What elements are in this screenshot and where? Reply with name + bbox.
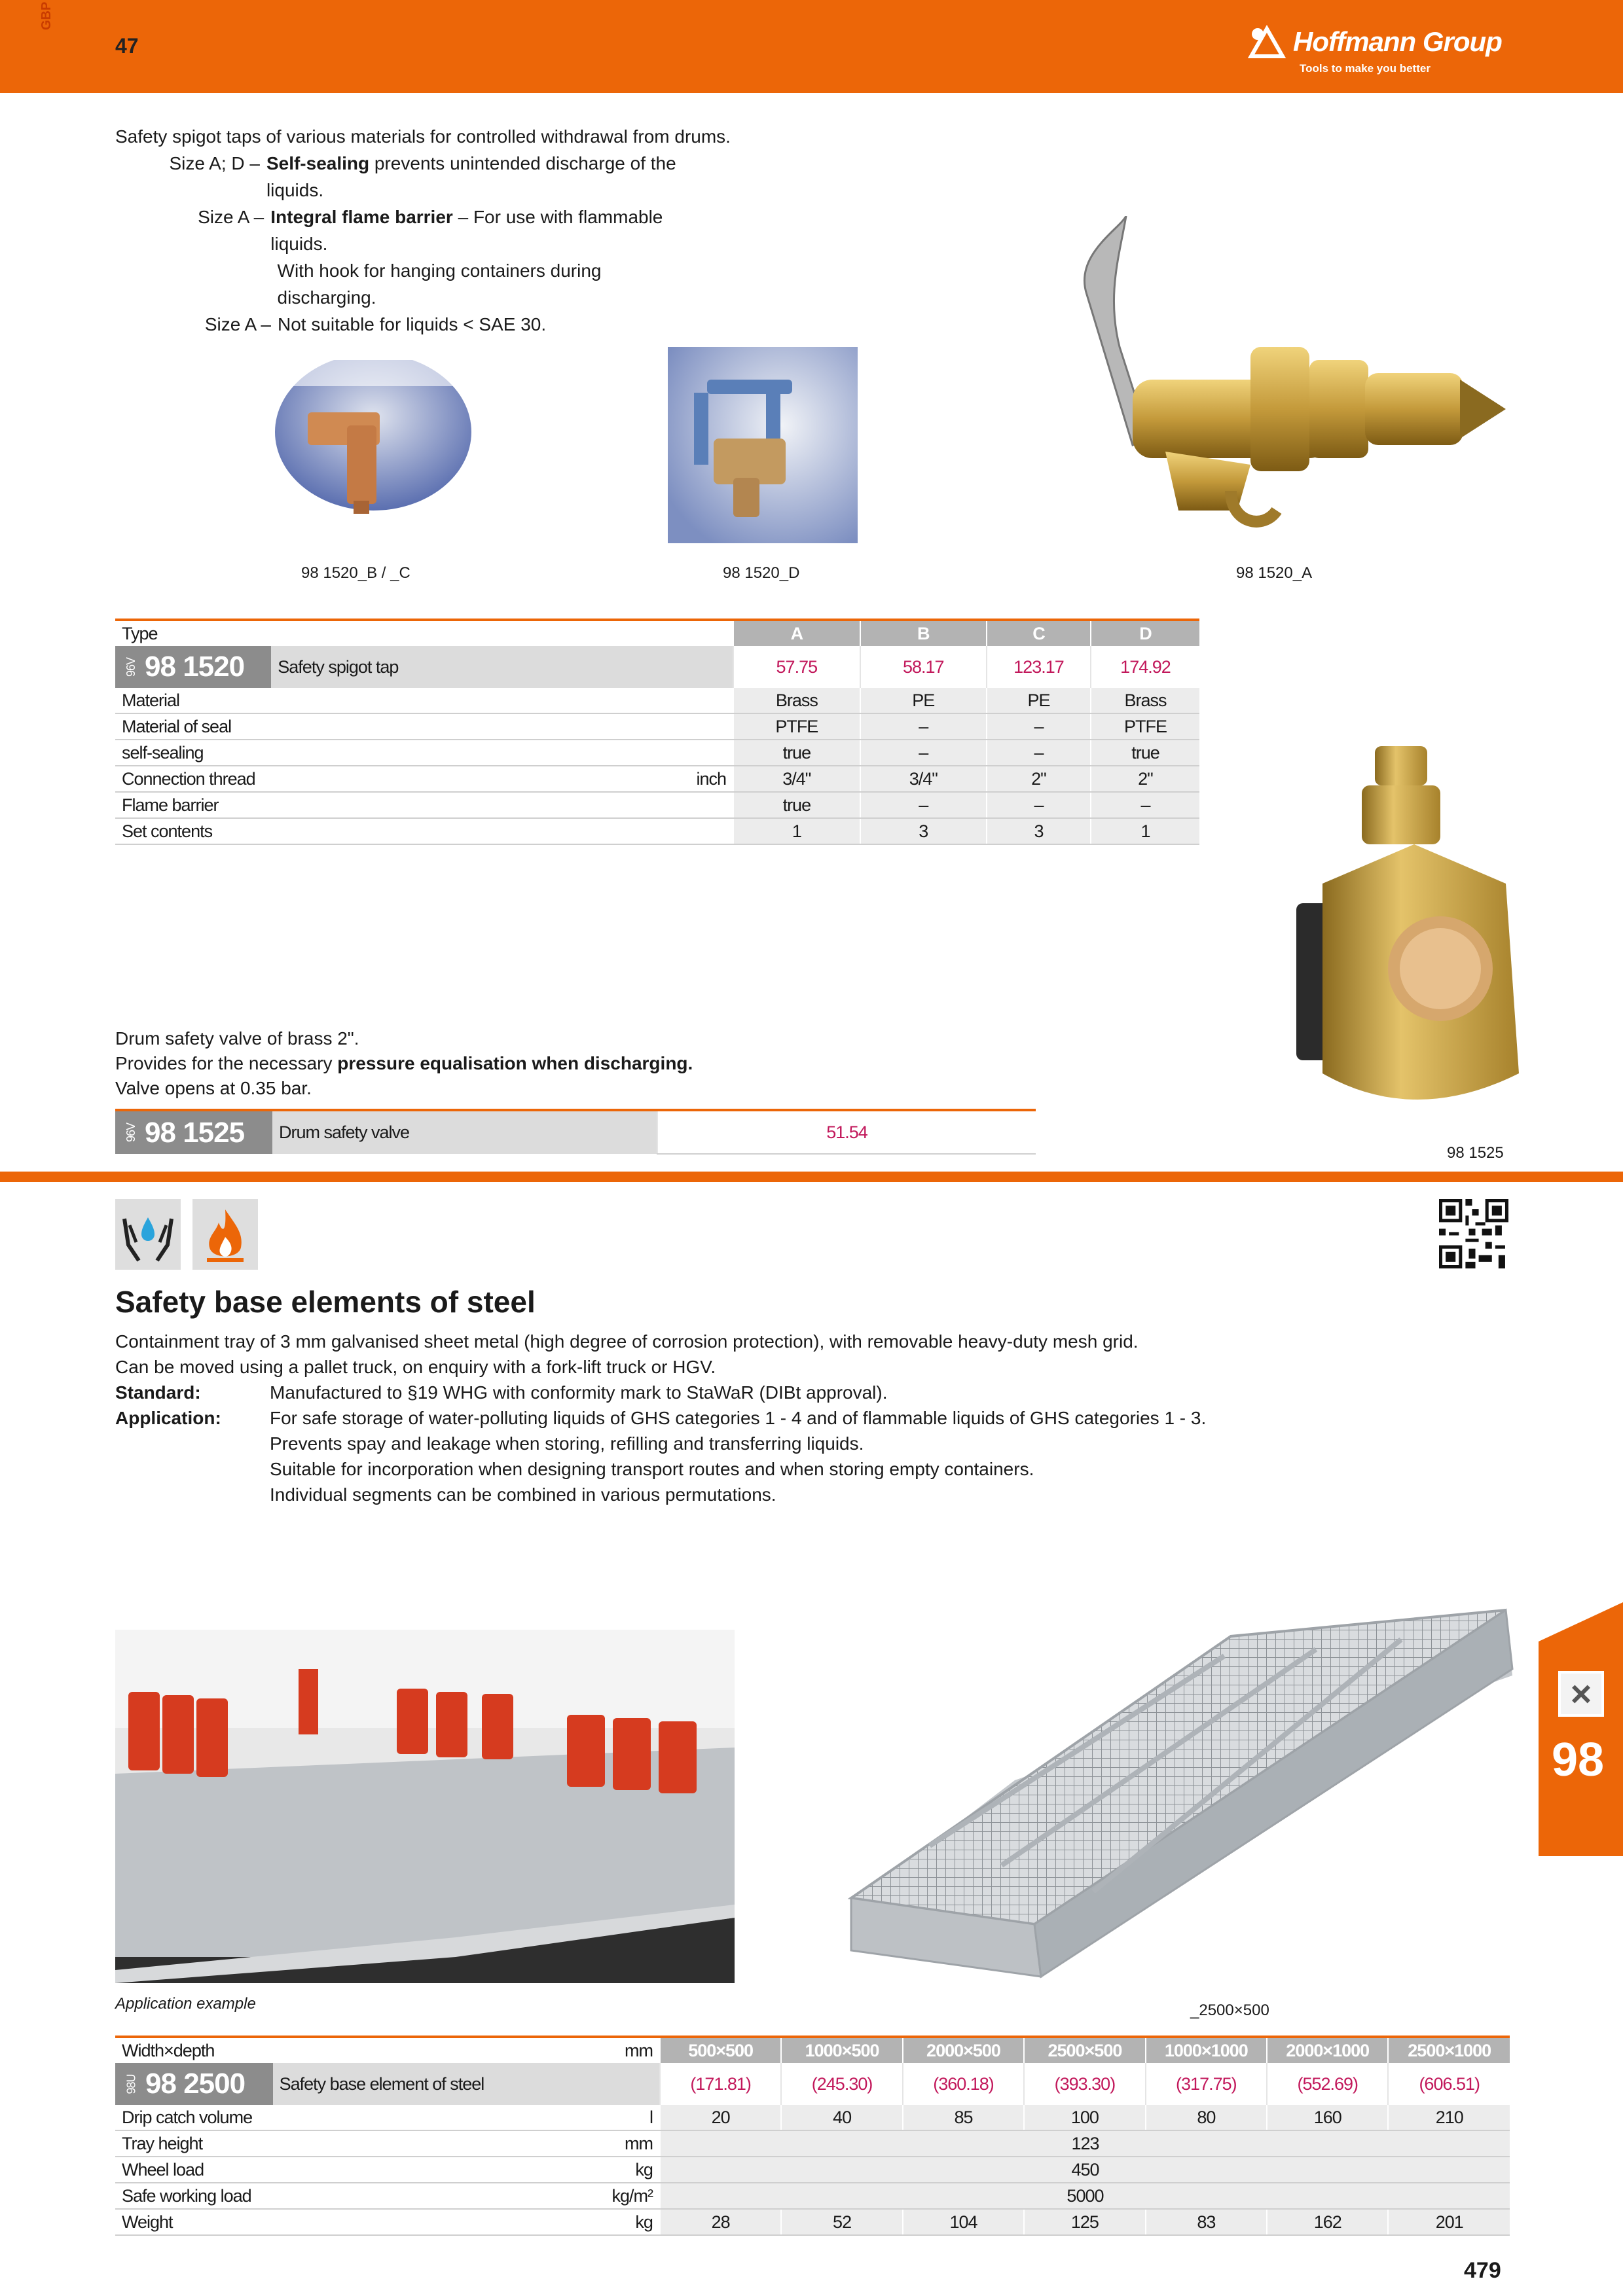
valve-line: Provides for the necessary xyxy=(115,1053,338,1073)
brand-tagline: Tools to make you better xyxy=(1300,62,1431,75)
feature-list xyxy=(115,150,704,338)
table-header-row xyxy=(115,621,1199,646)
article-row xyxy=(115,1111,1036,1154)
row-unit xyxy=(271,713,733,740)
spigot-tap-brass-a-image xyxy=(1034,216,1512,556)
spigot-tap-pe-image xyxy=(255,360,491,543)
table-row xyxy=(115,2183,1510,2209)
article-description: Safety base element of steel xyxy=(273,2063,660,2105)
intro-text xyxy=(115,123,731,150)
row-value: 3/4" xyxy=(860,766,987,792)
row-value: – xyxy=(987,740,1091,766)
application-text: Suitable for incorporation when designing transport routes and when storing empty containers. xyxy=(270,1459,1034,1479)
table-header-row xyxy=(115,2038,1510,2063)
hoffmann-logo-icon xyxy=(1247,25,1286,59)
row-unit: mm xyxy=(273,2130,660,2157)
valve-description xyxy=(115,1026,1032,1101)
flame-hazard-icon xyxy=(192,1199,258,1270)
column-header: C xyxy=(987,621,1091,646)
feature-prefix: Size A – xyxy=(204,314,271,334)
row-value: 1 xyxy=(1091,818,1199,844)
row-value: 2" xyxy=(987,766,1091,792)
row-unit: kg/m² xyxy=(273,2183,660,2209)
article-prefix: 98U xyxy=(124,2073,138,2094)
feature-bold: Integral flame barrier xyxy=(270,207,453,227)
row-value: – xyxy=(860,740,987,766)
brand-name: Hoffmann Group xyxy=(1293,26,1502,57)
table-row xyxy=(115,2157,1510,2183)
row-value: – xyxy=(1091,792,1199,818)
qr-code-icon xyxy=(1439,1199,1508,1268)
section-divider xyxy=(0,1172,1623,1182)
row-value: 80 xyxy=(1146,2105,1267,2130)
row-value: 162 xyxy=(1267,2209,1388,2235)
article-description: Drum safety valve xyxy=(272,1111,657,1154)
row-value: 3/4" xyxy=(733,766,860,792)
page-number: 479 xyxy=(1464,2258,1501,2283)
row-label: Wheel load xyxy=(115,2157,273,2183)
column-header: 2500×500 xyxy=(1024,2038,1145,2063)
row-value: true xyxy=(733,740,860,766)
table-row xyxy=(115,2130,1510,2157)
row-unit xyxy=(271,818,733,844)
row-value: 1 xyxy=(733,818,860,844)
table-row xyxy=(115,792,1199,818)
row-value: 210 xyxy=(1388,2105,1510,2130)
row-value: 201 xyxy=(1388,2209,1510,2235)
row-value: 104 xyxy=(903,2209,1024,2235)
article-row xyxy=(115,646,1199,688)
table-row xyxy=(115,713,1199,740)
column-header: 500×500 xyxy=(660,2038,781,2063)
row-value: – xyxy=(987,792,1091,818)
article-prefix: 96V xyxy=(124,1122,138,1143)
article-number: 98 1520 xyxy=(145,651,245,683)
image-caption: 98 1520_D xyxy=(723,564,800,582)
image-caption: Application example xyxy=(115,1995,256,2013)
price: (360.18) xyxy=(903,2063,1024,2105)
description-line: Containment tray of 3 mm galvanised sheet metal (high degree of corrosion protection), with removable heavy-duty mesh grid. xyxy=(115,1331,1139,1352)
price: 51.54 xyxy=(657,1111,1036,1154)
table-row xyxy=(115,766,1199,792)
row-value: true xyxy=(1091,740,1199,766)
application-example-image xyxy=(115,1630,735,1983)
article-number: 98 2500 xyxy=(145,2068,246,2100)
row-value: Brass xyxy=(1091,688,1199,713)
row-value: 3 xyxy=(860,818,987,844)
article-prefix: 96V xyxy=(124,657,138,677)
row-label: Material of seal xyxy=(115,713,271,740)
row-value: 3 xyxy=(987,818,1091,844)
column-header: 1000×500 xyxy=(781,2038,902,2063)
section-description xyxy=(115,1329,1392,1507)
feature-text: prevents unintended discharge of the liquids. xyxy=(266,153,676,200)
dimension-unit: mm xyxy=(273,2038,660,2063)
row-label: Weight xyxy=(115,2209,273,2235)
price: (317.75) xyxy=(1146,2063,1267,2105)
row-unit: inch xyxy=(271,766,733,792)
row-value: 83 xyxy=(1146,2209,1267,2235)
row-value: 20 xyxy=(660,2105,781,2130)
row-value: Brass xyxy=(733,688,860,713)
column-header: 2000×500 xyxy=(903,2038,1024,2063)
price: (245.30) xyxy=(781,2063,902,2105)
row-value: PTFE xyxy=(1091,713,1199,740)
application-label: Application: xyxy=(115,1408,221,1428)
row-unit: kg xyxy=(273,2209,660,2235)
feature-prefix: Size A – xyxy=(198,207,264,227)
price: 58.17 xyxy=(860,646,987,688)
row-label: Flame barrier xyxy=(115,792,271,818)
column-header: 2500×1000 xyxy=(1388,2038,1510,2063)
safety-base-table xyxy=(115,2038,1510,2236)
price: (552.69) xyxy=(1267,2063,1388,2105)
table-row xyxy=(115,688,1199,713)
dimension-label: Width×depth xyxy=(115,2038,273,2063)
price: 57.75 xyxy=(733,646,860,688)
article-number-box xyxy=(115,646,271,688)
row-unit: kg xyxy=(273,2157,660,2183)
feature-prefix: Size A; D – xyxy=(169,153,260,173)
row-unit xyxy=(271,688,733,713)
feature-bold: Self-sealing xyxy=(266,153,370,173)
page-header xyxy=(0,0,1623,93)
description-line: Can be moved using a pallet truck, on enquiry with a fork-lift truck or HGV. xyxy=(115,1357,716,1377)
row-value: 450 xyxy=(660,2157,1510,2183)
column-header: 2000×1000 xyxy=(1267,2038,1388,2063)
row-value: PTFE xyxy=(733,713,860,740)
image-caption: 98 1520_A xyxy=(1236,564,1313,582)
application-text: For safe storage of water-polluting liquids of GHS categories 1 - 4 and of flammable liquids of GHS categories 1 - 3. xyxy=(270,1408,1207,1428)
row-value: 5000 xyxy=(660,2183,1510,2209)
row-label: Safe working load xyxy=(115,2183,273,2209)
drum-safety-valve-image xyxy=(1283,733,1532,1132)
row-value: PE xyxy=(860,688,987,713)
row-value: – xyxy=(860,792,987,818)
image-caption: 98 1520_B / _C xyxy=(301,564,410,582)
side-code: GBP xyxy=(39,1,54,30)
table-row xyxy=(115,2209,1510,2235)
column-header: D xyxy=(1091,621,1199,646)
row-value: 123 xyxy=(660,2130,1510,2157)
article-description: Safety spigot tap xyxy=(271,646,733,688)
row-unit xyxy=(271,740,733,766)
row-value: – xyxy=(860,713,987,740)
feature-text: Not suitable for liquids < SAE 30. xyxy=(278,314,547,334)
row-value: 125 xyxy=(1024,2209,1145,2235)
article-number: 98 1525 xyxy=(145,1116,245,1149)
row-value: 40 xyxy=(781,2105,902,2130)
table-row xyxy=(115,2105,1510,2130)
feature-text: With hook for hanging containers during discharging. xyxy=(277,260,602,308)
close-icon: × xyxy=(1558,1671,1604,1717)
section-title: Safety base elements of steel xyxy=(115,1285,536,1319)
row-value: 100 xyxy=(1024,2105,1145,2130)
column-header: B xyxy=(860,621,987,646)
drum-valve-table xyxy=(115,1111,1036,1155)
price: (171.81) xyxy=(660,2063,781,2105)
spigot-tap-table xyxy=(115,621,1199,845)
standard-text: Manufactured to §19 WHG with conformity mark to StaWaR (DIBt approval). xyxy=(270,1382,888,1403)
row-value: 85 xyxy=(903,2105,1024,2130)
price: (606.51) xyxy=(1388,2063,1510,2105)
spigot-tap-d-image xyxy=(668,347,858,543)
intro-line: Safety spigot taps of various materials for controlled withdrawal from drums. xyxy=(115,126,731,147)
image-caption: 98 1525 xyxy=(1447,1144,1504,1162)
price: 123.17 xyxy=(987,646,1091,688)
feature-text: – For use with flammable liquids. xyxy=(270,207,663,254)
row-value: – xyxy=(987,713,1091,740)
row-unit xyxy=(271,792,733,818)
price: (393.30) xyxy=(1024,2063,1145,2105)
row-value: true xyxy=(733,792,860,818)
valve-line: Valve opens at 0.35 bar. xyxy=(115,1078,312,1098)
row-label: Connection thread xyxy=(115,766,271,792)
header-page-number: 47 xyxy=(115,34,139,58)
article-number-box xyxy=(115,1111,272,1154)
article-number-box xyxy=(115,2063,273,2105)
application-text: Prevents spay and leakage when storing, refilling and transferring liquids. xyxy=(270,1433,864,1454)
standard-label: Standard: xyxy=(115,1382,201,1403)
valve-line-bold: pressure equalisation when discharging. xyxy=(337,1053,693,1073)
row-value: PE xyxy=(987,688,1091,713)
water-hazard-icon xyxy=(115,1199,181,1270)
row-value: 160 xyxy=(1267,2105,1388,2130)
price: 174.92 xyxy=(1091,646,1199,688)
application-text: Individual segments can be combined in various permutations. xyxy=(270,1484,776,1505)
type-label: Type xyxy=(115,621,733,646)
column-header: 1000×1000 xyxy=(1146,2038,1267,2063)
row-value: 52 xyxy=(781,2209,902,2235)
table-row xyxy=(115,818,1199,844)
row-label: Set contents xyxy=(115,818,271,844)
row-value: 28 xyxy=(660,2209,781,2235)
chapter-tab[interactable] xyxy=(1539,1602,1623,1856)
row-label: self-sealing xyxy=(115,740,271,766)
row-value: 2" xyxy=(1091,766,1199,792)
chapter-number: 98 xyxy=(1552,1734,1605,1786)
valve-line: Drum safety valve of brass 2". xyxy=(115,1028,359,1049)
row-label: Drip catch volume xyxy=(115,2105,273,2130)
image-caption: _2500×500 xyxy=(1190,2001,1269,2019)
row-unit: l xyxy=(273,2105,660,2130)
column-header: A xyxy=(733,621,860,646)
safety-base-element-image xyxy=(845,1584,1519,1990)
row-label: Material xyxy=(115,688,271,713)
article-row xyxy=(115,2063,1510,2105)
table-row xyxy=(115,740,1199,766)
row-label: Tray height xyxy=(115,2130,273,2157)
